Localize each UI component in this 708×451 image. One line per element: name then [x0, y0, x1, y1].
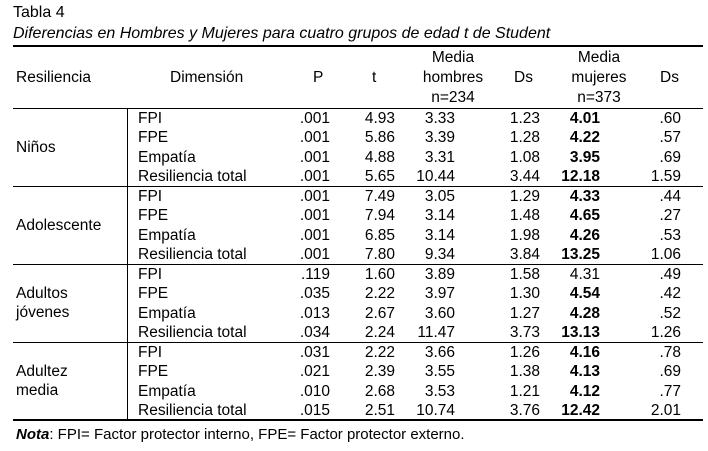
cell-t: 1.60 — [364, 266, 395, 283]
cell-t: 2.24 — [364, 323, 395, 341]
cell-p: .001 — [299, 207, 330, 225]
row-dimension: FPE — [138, 207, 169, 225]
cell-mm: 4.12 — [569, 382, 600, 400]
cell-ds2: .77 — [659, 382, 681, 400]
cell-t: 2.68 — [364, 382, 395, 400]
row-dimension: FPI — [138, 344, 163, 361]
cell-p: .001 — [299, 110, 330, 127]
row-dimension: Resiliencia total — [138, 245, 247, 263]
cell-p: .001 — [299, 167, 330, 185]
cell-p: .035 — [299, 285, 330, 303]
row-dimension: Empatía — [138, 148, 196, 166]
cell-t: 2.22 — [364, 285, 395, 303]
row-dimension: Resiliencia total — [138, 401, 247, 419]
cell-p: .001 — [299, 188, 330, 205]
group-name: media — [16, 382, 59, 399]
row-dimension: FPE — [138, 285, 169, 303]
cell-p: .119 — [300, 266, 330, 283]
header-media-hombres-line3: n=234 — [431, 89, 475, 106]
cell-mm: 3.95 — [569, 148, 600, 166]
cell-ds2: .27 — [659, 207, 681, 225]
group-name: jóvenes — [16, 304, 70, 321]
cell-ds1: 1.23 — [509, 110, 540, 127]
cell-mh: 3.55 — [424, 363, 455, 381]
cell-p: .001 — [299, 226, 330, 244]
group-vertical-divider — [127, 343, 128, 421]
row-dimension: FPI — [138, 188, 163, 205]
cell-mh: 3.39 — [424, 129, 455, 147]
cell-t: 7.49 — [364, 188, 395, 205]
cell-mm: 4.33 — [569, 188, 600, 205]
cell-p: .021 — [299, 363, 330, 381]
group-vertical-divider — [127, 265, 128, 343]
cell-mh: 3.53 — [424, 382, 455, 400]
cell-mh: 3.60 — [424, 304, 455, 322]
cell-t: 7.94 — [364, 207, 395, 225]
cell-mh: 3.97 — [424, 285, 455, 303]
header-media-hombres — [412, 48, 494, 108]
row-dimension: FPE — [138, 129, 169, 147]
bottom-rule — [13, 419, 703, 421]
cell-t: 6.85 — [364, 226, 395, 244]
cell-t: 4.88 — [364, 148, 395, 166]
cell-p: .001 — [299, 245, 330, 263]
group-vertical-divider — [127, 109, 128, 187]
cell-ds2: .53 — [659, 226, 681, 244]
cell-mm: 4.54 — [569, 285, 600, 303]
row-dimension: FPI — [138, 110, 163, 127]
cell-ds1: 1.30 — [509, 285, 540, 303]
cell-mh: 3.14 — [424, 226, 455, 244]
row-dimension: Resiliencia total — [138, 167, 247, 185]
cell-mh: 3.31 — [424, 148, 455, 166]
group-name: Adultos — [16, 285, 68, 302]
cell-ds2: 1.59 — [650, 167, 681, 185]
cell-ds1: 1.48 — [509, 207, 540, 225]
cell-ds1: 1.27 — [509, 304, 540, 322]
cell-ds1: 1.38 — [509, 363, 540, 381]
group-vertical-divider — [127, 187, 128, 265]
cell-t: 2.51 — [364, 401, 395, 419]
header-t: t — [372, 69, 377, 86]
cell-ds1: 3.44 — [509, 167, 540, 185]
row-dimension: FPI — [138, 266, 163, 283]
cell-ds2: .49 — [659, 266, 681, 283]
cell-t: 2.39 — [364, 363, 395, 381]
cell-t: 5.86 — [364, 129, 395, 147]
cell-p: .015 — [299, 401, 330, 419]
cell-mm: 12.18 — [561, 167, 600, 185]
cell-p: .031 — [299, 344, 330, 361]
cell-ds2: .57 — [659, 129, 681, 147]
table-note — [16, 425, 465, 444]
cell-mh: 10.74 — [416, 401, 455, 419]
cell-mm: 13.25 — [561, 245, 600, 263]
cell-mm: 4.13 — [569, 363, 600, 381]
cell-ds1: 3.84 — [509, 245, 540, 263]
cell-mm: 12.42 — [561, 401, 600, 419]
cell-mh: 3.05 — [424, 188, 455, 205]
header-p: P — [313, 69, 324, 86]
cell-p: .010 — [299, 382, 330, 400]
cell-ds2: 1.06 — [650, 245, 681, 263]
cell-p: .001 — [299, 148, 330, 166]
cell-mm: 4.31 — [569, 266, 600, 283]
note-text: : FPI= Factor protector interno, FPE= Factor protector externo. — [49, 426, 465, 443]
cell-ds2: .69 — [659, 363, 681, 381]
cell-mh: 3.89 — [424, 266, 455, 283]
cell-t: 2.22 — [364, 344, 395, 361]
cell-mh: 3.66 — [424, 344, 455, 361]
cell-ds2: .42 — [659, 285, 681, 303]
cell-mh: 3.14 — [424, 207, 455, 225]
cell-mh: 3.33 — [424, 110, 455, 127]
header-ds1: Ds — [514, 69, 533, 86]
header-dimension: Dimensión — [170, 69, 244, 86]
cell-ds1: 1.21 — [509, 382, 540, 400]
header-ds2: Ds — [660, 69, 679, 86]
table-title: Diferencias en Hombres y Mujeres para cuatro grupos de edad t de Student — [13, 25, 551, 42]
cell-ds1: 1.08 — [509, 148, 540, 166]
cell-ds2: .69 — [659, 148, 681, 166]
cell-mm: 4.16 — [569, 344, 600, 361]
cell-mm: 4.01 — [569, 110, 600, 127]
row-dimension: Empatía — [138, 382, 196, 400]
cell-ds2: .52 — [659, 304, 681, 322]
cell-t: 5.65 — [364, 167, 395, 185]
cell-p: .001 — [299, 129, 330, 147]
table-label: Tabla 4 — [13, 4, 65, 21]
cell-mh: 10.44 — [416, 167, 455, 185]
cell-t: 2.67 — [364, 304, 395, 322]
header-resiliencia: Resiliencia — [16, 69, 91, 86]
row-dimension: Empatía — [138, 226, 196, 244]
cell-p: .013 — [299, 304, 330, 322]
cell-mh: 11.47 — [417, 323, 455, 341]
group-name: Adultez — [16, 363, 68, 380]
cell-ds1: 1.28 — [509, 129, 540, 147]
header-media-mujeres-line2: mujeres — [571, 69, 627, 86]
note-label: Nota — [16, 426, 50, 443]
header-media-hombres-line2: hombres — [422, 69, 484, 86]
cell-mm: 4.65 — [569, 207, 600, 225]
cell-t: 4.93 — [364, 110, 395, 127]
row-dimension: Resiliencia total — [138, 323, 247, 341]
header-media-hombres-line1: Media — [431, 49, 475, 66]
cell-ds1: 1.58 — [509, 266, 540, 283]
header-media-mujeres-line1: Media — [577, 49, 621, 66]
cell-mm: 4.26 — [569, 226, 600, 244]
cell-ds1: 1.98 — [509, 226, 540, 244]
cell-ds2: 1.26 — [650, 323, 681, 341]
row-dimension: Empatía — [138, 304, 196, 322]
row-dimension: FPE — [138, 363, 169, 381]
cell-p: .034 — [299, 323, 330, 341]
cell-ds2: .44 — [659, 188, 681, 205]
cell-t: 7.80 — [364, 245, 395, 263]
header-media-mujeres-line3: n=373 — [577, 89, 621, 106]
cell-mm: 13.13 — [561, 323, 600, 341]
cell-ds1: 3.73 — [509, 323, 540, 341]
cell-ds2: 2.01 — [650, 401, 681, 419]
cell-ds2: .60 — [659, 110, 681, 127]
group-name: Niños — [16, 138, 56, 156]
cell-ds2: .78 — [659, 344, 681, 361]
cell-ds1: 1.26 — [509, 344, 540, 361]
cell-mm: 4.22 — [569, 129, 600, 147]
group-name: Adolescente — [16, 216, 102, 234]
header-media-mujeres — [558, 48, 640, 108]
cell-ds1: 3.76 — [509, 401, 540, 419]
top-rule — [13, 45, 703, 47]
cell-mm: 4.28 — [569, 304, 600, 322]
cell-ds1: 1.29 — [509, 188, 540, 205]
cell-mh: 9.34 — [424, 245, 455, 263]
